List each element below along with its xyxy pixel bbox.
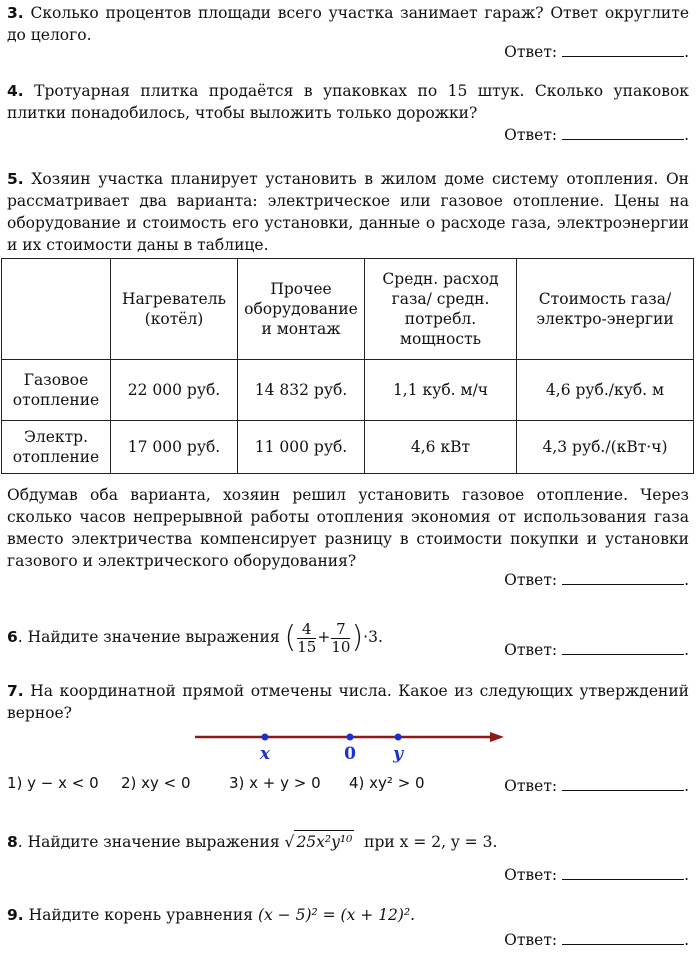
answer-line-9[interactable]: Ответ: . [504, 931, 689, 949]
table-row [2, 360, 694, 421]
number-line-label: y [393, 744, 404, 764]
answer-label: Ответ: [504, 866, 558, 884]
question-text: . Найдите значение выражения [17, 628, 280, 646]
table-cell: 22 000 руб. [111, 360, 238, 421]
condition: при x = 2, y = 3. [364, 833, 498, 851]
question-number: 6 [7, 628, 18, 646]
answer-label: Ответ: [504, 777, 558, 795]
answer-line-4[interactable]: Ответ: . [504, 126, 689, 144]
answer-blank[interactable] [562, 865, 684, 880]
question-5-continuation [7, 484, 689, 572]
number-line-point [347, 734, 354, 741]
answer-blank[interactable] [562, 930, 684, 945]
answer-blank[interactable] [562, 570, 684, 585]
answer-blank[interactable] [562, 640, 684, 655]
number-line-label: x [259, 744, 270, 764]
table-header-cell: Нагреватель (котёл) [111, 259, 238, 360]
answer-label: Ответ: [504, 641, 558, 659]
answer-line-7[interactable]: Ответ: . [504, 777, 689, 795]
question-number: 5. [7, 170, 24, 188]
answer-label: Ответ: [504, 43, 558, 61]
table-cell: 4,6 кВт [365, 421, 517, 474]
answer-line-6[interactable]: Ответ: . [504, 641, 689, 659]
table-header-cell [2, 259, 111, 360]
answer-blank[interactable] [562, 125, 684, 140]
radicand: 25x²y¹⁰ [296, 833, 353, 851]
heating-table [1, 258, 694, 474]
number-line-label: 0 [344, 744, 356, 764]
question-text: Найдите корень уравнения [28, 906, 254, 924]
table-cell: 11 000 руб. [238, 421, 365, 474]
table-cell: 4,6 руб./куб. м [517, 360, 694, 421]
question-8 [7, 830, 689, 853]
answer-blank[interactable] [562, 42, 684, 57]
option-3[interactable]: 3) x + y > 0 [229, 774, 321, 792]
answer-line-3[interactable]: Ответ: . [504, 43, 689, 61]
question-number: 8 [7, 833, 18, 851]
table-cell: 14 832 руб. [238, 360, 365, 421]
question-4 [7, 80, 689, 124]
question-number: 9. [7, 906, 24, 924]
options-row [7, 774, 425, 792]
table-cell: 17 000 руб. [111, 421, 238, 474]
answer-line-5[interactable]: Ответ: . [504, 571, 689, 589]
option-4[interactable]: 4) xy² > 0 [349, 774, 425, 792]
fraction: $\frac{4}{15}$ [297, 619, 317, 656]
question-9 [7, 904, 689, 926]
expression: ( $\frac{4}{15}$ + $\frac{7}{10}$ )·3. [284, 619, 383, 656]
table-cell: Электр. отопление [2, 421, 111, 474]
table-cell: Газовое отопление [2, 360, 111, 421]
question-text: На координатной прямой отмечены числа. Какое из следующих утверждений верное? [7, 682, 689, 722]
number-line [190, 725, 510, 767]
table-header-cell: Стоимость газа/электро-энергии [517, 259, 694, 360]
question-text: Тротуарная плитка продаётся в упаковках по 15 штук. Сколько упаковок плитки понадобилось, чтобы выложить только дорожки? [7, 82, 689, 122]
answer-label: Ответ: [504, 931, 558, 949]
answer-label: Ответ: [504, 126, 558, 144]
option-2[interactable]: 2) xy < 0 [121, 774, 191, 792]
question-text: Сколько процентов площади всего участка занимает гараж? Ответ округлите до целого. [7, 4, 689, 44]
question-7 [7, 680, 689, 724]
question-text: Обдумав оба варианта, хозяин решил установить газовое отопление. Через сколько часов непрерывной работы отопления экономия от использования газа вместо электричества компенсирует разницу в стоимости покупки и установки газового и электрического оборудования? [7, 486, 689, 570]
table-header-row [2, 259, 694, 360]
option-1[interactable]: 1) y − x < 0 [7, 774, 99, 792]
answer-blank[interactable] [562, 776, 684, 791]
table-cell: 1,1 куб. м/ч [365, 360, 517, 421]
question-3 [7, 2, 689, 46]
number-line-arrow [490, 732, 504, 742]
question-number: 4. [7, 82, 24, 100]
question-text: . Найдите значение выражения [17, 833, 280, 851]
number-line-point [395, 734, 402, 741]
question-number: 3. [7, 4, 24, 22]
answer-line-8[interactable]: Ответ: . [504, 866, 689, 884]
question-number: 7. [7, 682, 24, 700]
fraction: $\frac{7}{10}$ [331, 619, 351, 656]
table-header-cell: Прочее оборудование и монтаж [238, 259, 365, 360]
answer-label: Ответ: [504, 571, 558, 589]
number-line-point [261, 734, 268, 741]
table-header-cell: Средн. расход газа/ средн. потребл. мощность [365, 259, 517, 360]
table-cell: 4,3 руб./(кВт·ч) [517, 421, 694, 474]
question-text: Хозяин участка планирует установить в жилом доме систему отопления. Он рассматривает два варианта: электрическое или газовое отопление. Цены на оборудование и стоимость его установки, данные о расходе газа, электроэнергии и их стоимости даны в таблице. [7, 170, 689, 254]
question-5 [7, 168, 689, 256]
table-row [2, 421, 694, 474]
sqrt-expression: √ 25x²y¹⁰ [285, 833, 355, 851]
equation: (x − 5)² = (x + 12)². [257, 906, 416, 924]
